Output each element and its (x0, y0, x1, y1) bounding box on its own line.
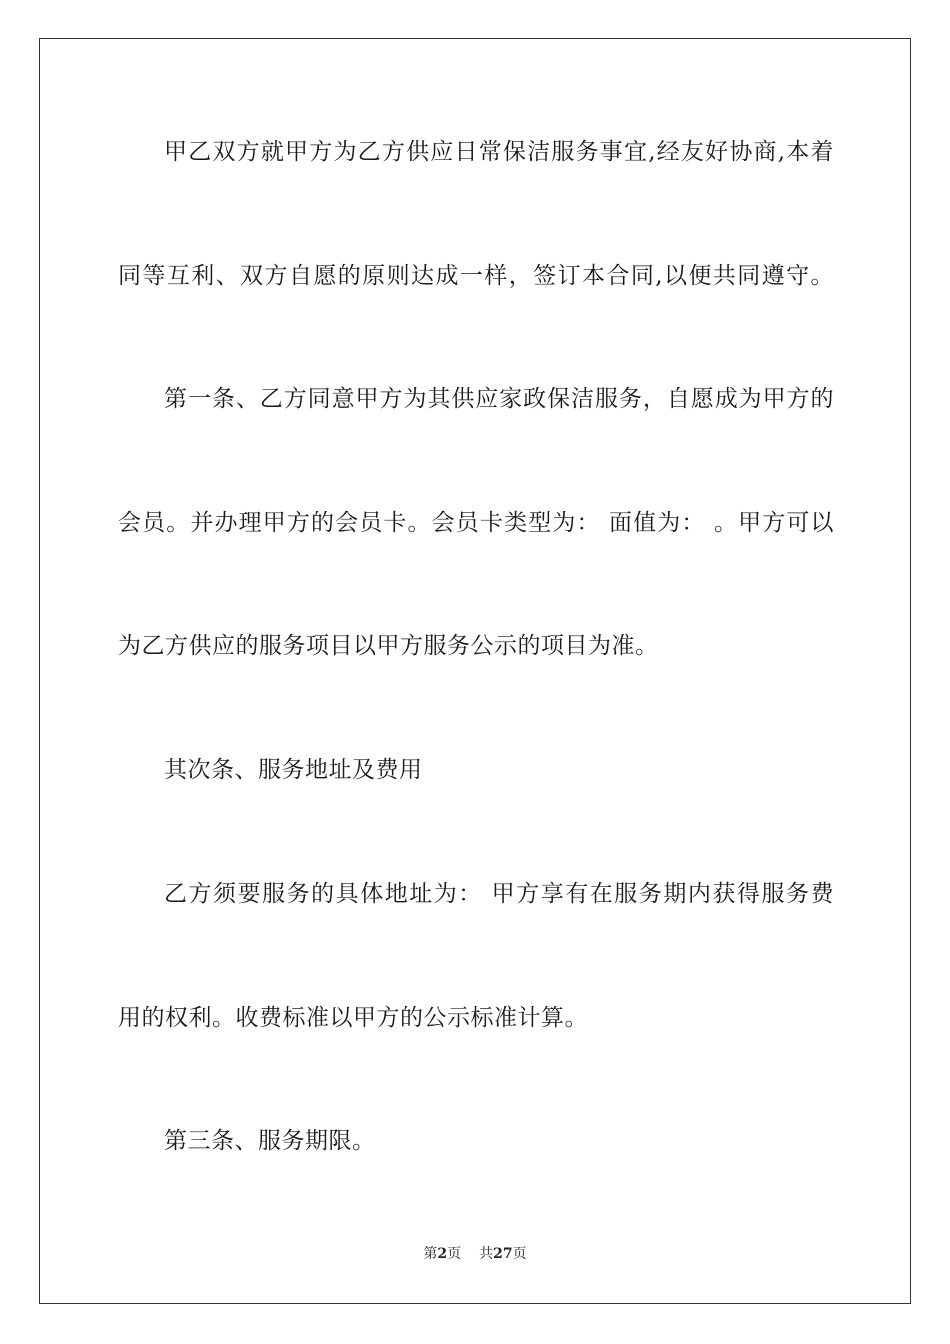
page-current: 2 (437, 1246, 448, 1262)
paragraph-line-2: 同等互利、双方自愿的原则达成一样，签订本合同,以便共同遵守。 (118, 263, 834, 289)
paragraph-line-4: 会员。并办理甲方的会员卡。会员卡类型为： 面值为： 。甲方可以 (118, 510, 834, 536)
page-suffix: 页 (447, 1246, 462, 1262)
paragraph-line-7: 乙方须要服务的具体地址为： 甲方享有在服务期内获得服务费 (164, 881, 834, 907)
total-prefix: 共 (479, 1246, 494, 1262)
page-footer (0, 1245, 950, 1263)
page-border (39, 38, 911, 1304)
paragraph-line-3: 第一条、乙方同意甲方为其供应家政保洁服务，自愿成为甲方的 (164, 386, 834, 412)
section-heading-2: 其次条、服务地址及费用 (164, 757, 423, 783)
total-suffix: 页 (512, 1246, 527, 1262)
paragraph-line-8: 用的权利。收费标准以甲方的公示标准计算。 (118, 1005, 588, 1031)
page-total: 27 (493, 1246, 513, 1262)
paragraph-line-1: 甲乙双方就甲方为乙方供应日常保洁服务事宜,经友好协商,本着 (164, 139, 834, 165)
section-heading-3: 第三条、服务期限。 (164, 1128, 376, 1154)
paragraph-line-5: 为乙方供应的服务项目以甲方服务公示的项目为准。 (118, 633, 659, 659)
page-prefix: 第 (423, 1246, 438, 1262)
